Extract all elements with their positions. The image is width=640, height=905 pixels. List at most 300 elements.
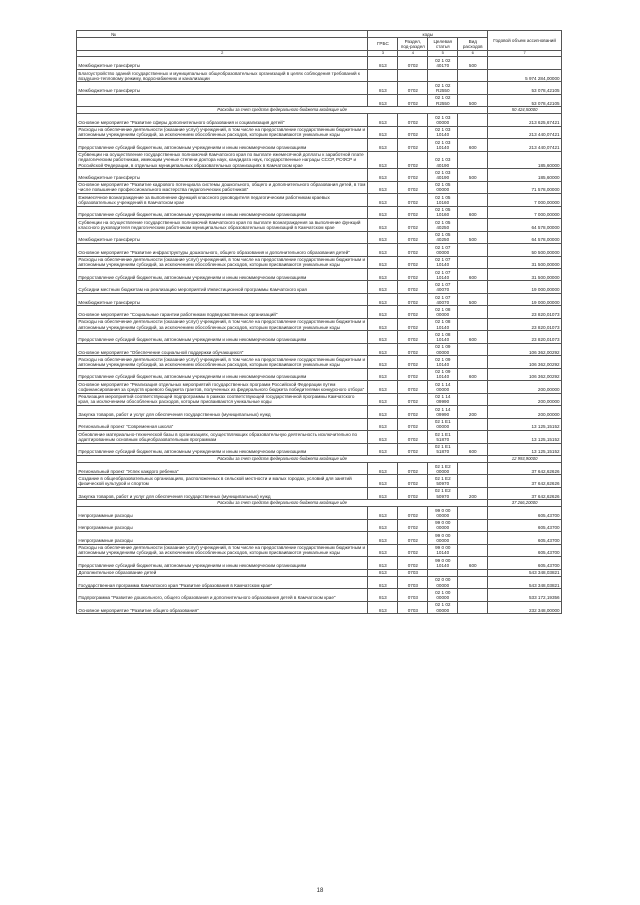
row-sum: 64 578,00000	[488, 231, 562, 243]
row-grbs: 813	[368, 519, 398, 531]
row-grbs	[368, 69, 398, 81]
row-name: Межбюджетные трансферты	[77, 82, 368, 94]
row-rzpr: 0702	[398, 318, 428, 330]
table-row	[77, 151, 562, 169]
header-name	[77, 38, 368, 50]
row-sum: 106 362,00292	[488, 368, 562, 380]
table-row	[77, 507, 562, 519]
row-expense-type	[458, 343, 488, 355]
row-sum: 605,43700	[488, 532, 562, 544]
row-expense-type: 600	[458, 268, 488, 280]
row-rzpr: 0702	[398, 462, 428, 474]
column-number: 7	[488, 50, 562, 57]
row-name: Расходы на обеспечение деятельности (оказание услуг) учреждений, в том числе на предоставление государственным бюджетным и автономным учреждениям субсидий, за исключением обособленных расходов, которым присваиваются уникальные коды	[77, 126, 368, 138]
column-number: 5	[428, 50, 458, 57]
row-name: Основное мероприятие "Социальные гарантии работникам подведомственных организаций"	[77, 306, 368, 318]
row-grbs: 813	[368, 569, 398, 576]
table-row	[77, 331, 562, 343]
table-row	[77, 443, 562, 455]
row-name: Основное мероприятие "Обеспечение социальной поддержки обучающихся"	[77, 343, 368, 355]
row-name: Предоставление субсидий бюджетным, автономным учреждениям и иным некоммерческим организациям	[77, 443, 368, 455]
table-row	[77, 181, 562, 193]
table-row	[77, 219, 562, 231]
table-row	[77, 343, 562, 355]
row-target-article: 02 1 03 40190	[428, 169, 458, 181]
row-grbs: 813	[368, 443, 398, 455]
row-grbs: 813	[368, 139, 398, 151]
row-name: Дополнительное образование детей	[77, 569, 368, 576]
row-expense-type: 500	[458, 57, 488, 69]
row-target-article: 02 1 02 40170	[428, 57, 458, 69]
row-name: Непрограммные расходы	[77, 507, 368, 519]
row-expense-type	[458, 318, 488, 330]
row-grbs: 813	[368, 281, 398, 293]
row-target-article: 02 1 E2 00000	[428, 462, 458, 474]
row-grbs: 813	[368, 219, 398, 231]
row-expense-type: 200	[458, 406, 488, 418]
row-rzpr: 0702	[398, 557, 428, 569]
column-number: 2	[77, 50, 368, 57]
row-expense-type: 600	[458, 443, 488, 455]
row-grbs: 813	[368, 331, 398, 343]
note-text: Расходы за счет средств федерального бюджета входящие иде	[77, 107, 488, 114]
row-name: Предоставление субсидий бюджетным, автономным учреждениям и иным некоммерческим организациям	[77, 206, 368, 218]
row-grbs: 813	[368, 356, 398, 368]
row-rzpr: 0702	[398, 169, 428, 181]
row-sum: 605,43700	[488, 557, 562, 569]
row-target-article: 02 1 07 40070	[428, 281, 458, 293]
row-expense-type	[458, 306, 488, 318]
row-name: Субвенции на осуществление государственных полномочий Камчатского края по выплате ежемесячной доплаты к заработной плате педагогическим работникам, имеющим ученые степени доктора наук, кандидата наук, государственные награды СССР, РСФСР и Российской Федерации, в отдельных муниципальных образовательных организациях в Камчатском крае	[77, 151, 368, 169]
table-row	[77, 356, 562, 368]
row-name: Предоставление субсидий бюджетным, автономным учреждениям и иным некоммерческим организациям	[77, 331, 368, 343]
note-sum: 12 993,90000	[488, 456, 562, 463]
row-name: Расходы на обеспечение деятельности (оказание услуг) учреждений, в том числе на предоставление государственным бюджетным и автономным учреждениям субсидий, за исключением обособленных расходов, которым присваиваются уникальные коды	[77, 544, 368, 556]
row-target-article: 02 1 03 10140	[428, 126, 458, 138]
row-name: Предоставление субсидий бюджетным, автономным учреждениям и иным некоммерческим организациям	[77, 557, 368, 569]
row-expense-type	[458, 576, 488, 588]
row-name: Основное мероприятие "Реализация отдельных мероприятий государственных программ Российской Федерации путем софинансирования за средств краевого бюджета грантов, полученных из федерального бюджета победителями конкурсного отбора"	[77, 381, 368, 393]
table-row	[77, 244, 562, 256]
table-row	[77, 318, 562, 330]
row-rzpr: 0702	[398, 368, 428, 380]
row-target-article: 02 1 03 00000	[428, 114, 458, 126]
row-sum: 7 000,00000	[488, 194, 562, 206]
row-grbs: 813	[368, 601, 398, 613]
row-target-article: 02 1 03 40190	[428, 151, 458, 169]
row-sum: 53 078,42105	[488, 82, 562, 94]
row-sum: 200,00000	[488, 381, 562, 393]
row-name: Непрограммные расходы	[77, 519, 368, 531]
row-name: Межбюджетные трансферты	[77, 293, 368, 305]
row-expense-type	[458, 475, 488, 487]
row-rzpr: 0702	[398, 544, 428, 556]
row-rzpr: 0703	[398, 601, 428, 613]
table-row	[77, 231, 562, 243]
row-expense-type	[458, 381, 488, 393]
row-grbs: 813	[368, 393, 398, 405]
row-name: Закупка товаров, работ и услуг для обеспечения государственных (муниципальных) нужд	[77, 406, 368, 418]
row-sum: 19 000,00000	[488, 293, 562, 305]
row-name: Межбюджетные трансферты	[77, 169, 368, 181]
row-target-article: 02 1 05 10160	[428, 194, 458, 206]
note-text: Расходы за счет средств федерального бюджета входящие иде	[77, 456, 488, 463]
row-grbs: 813	[368, 475, 398, 487]
row-sum: 605,43700	[488, 519, 562, 531]
row-grbs: 813	[368, 381, 398, 393]
table-row	[77, 406, 562, 418]
row-name: Благоустройство зданий государственных и муниципальных общеобразовательных организаций в целях соблюдения требований к воздушно-тепловому режиму, водоснабжению и канализации	[77, 69, 368, 81]
table-row	[77, 519, 562, 531]
row-rzpr: 0702	[398, 244, 428, 256]
row-name: Предоставление субсидий бюджетным, автономным учреждениям и иным некоммерческим организациям	[77, 139, 368, 151]
row-expense-type: 500	[458, 293, 488, 305]
row-target-article: 02 1 02 00000	[428, 601, 458, 613]
header-cs: Целевая статья	[428, 38, 458, 50]
table-row	[77, 256, 562, 268]
row-sum: 200,00000	[488, 393, 562, 405]
table-row	[77, 69, 562, 81]
row-sum: 543 348,03821	[488, 576, 562, 588]
row-sum: 50 500,00000	[488, 244, 562, 256]
row-rzpr: 0702	[398, 57, 428, 69]
table-row	[77, 94, 562, 106]
row-expense-type	[458, 194, 488, 206]
row-grbs: 813	[368, 293, 398, 305]
note-row	[77, 456, 562, 463]
row-grbs: 813	[368, 206, 398, 218]
row-target-article: 02 1 14 00000	[428, 381, 458, 393]
row-sum: 53 078,42105	[488, 94, 562, 106]
row-rzpr: 0702	[398, 268, 428, 280]
row-expense-type	[458, 544, 488, 556]
row-rzpr: 0702	[398, 519, 428, 531]
row-name: Основное мероприятие "Развитие сферы дополнительного образования и социализация детей"	[77, 114, 368, 126]
table-row	[77, 139, 562, 151]
row-expense-type: 600	[458, 368, 488, 380]
row-expense-type	[458, 244, 488, 256]
row-expense-type	[458, 393, 488, 405]
row-target-article: 02 1 05 40250	[428, 219, 458, 231]
row-target-article: 99 0 00 00000	[428, 532, 458, 544]
row-target-article: 99 0 00 10140	[428, 544, 458, 556]
row-name: Реализация мероприятий соответствующей подпрограммы в рамках соответствующей государственной программы Камчатского края, за исключением обособленных расходов, которым присваиваются уникальные коды	[77, 393, 368, 405]
row-name: Непрограммные расходы	[77, 532, 368, 544]
row-sum: 200,00000	[488, 406, 562, 418]
row-sum: 31 500,00000	[488, 256, 562, 268]
row-rzpr: 0702	[398, 219, 428, 231]
row-grbs: 813	[368, 418, 398, 430]
row-grbs: 813	[368, 57, 398, 69]
row-grbs: 813	[368, 181, 398, 193]
row-rzpr: 0702	[398, 114, 428, 126]
row-expense-type	[458, 181, 488, 193]
table-row	[77, 462, 562, 474]
header-num: №	[77, 31, 368, 38]
row-sum	[488, 57, 562, 69]
row-rzpr: 0702	[398, 256, 428, 268]
row-rzpr: 0702	[398, 126, 428, 138]
table-row	[77, 268, 562, 280]
row-expense-type: 500	[458, 231, 488, 243]
row-expense-type	[458, 151, 488, 169]
table-body	[77, 57, 562, 614]
row-expense-type	[458, 256, 488, 268]
table-row	[77, 306, 562, 318]
row-name: Предоставление субсидий бюджетным, автономным учреждениям и иным некоммерческим организациям	[77, 268, 368, 280]
row-target-article: 02 1 02 R2550	[428, 82, 458, 94]
row-target-article: 02 1 08 10140	[428, 331, 458, 343]
table-row	[77, 431, 562, 443]
row-rzpr: 0702	[398, 431, 428, 443]
header-vr: Вид расходов	[458, 38, 488, 50]
row-target-article: 02 1 E1 00000	[428, 418, 458, 430]
note-sum: 37 266,20000	[488, 500, 562, 507]
table-row	[77, 569, 562, 576]
row-grbs: 813	[368, 507, 398, 519]
row-name: Субвенции на осуществление государственных полномочий Камчатского края по выплате вознаграждения за выполнение функций классного руководителя педагогическим работникам муниципальных образовательных организаций в Камчатском крае	[77, 219, 368, 231]
row-grbs: 813	[368, 576, 398, 588]
row-target-article	[428, 569, 458, 576]
row-target-article: 02 1 E1 51870	[428, 431, 458, 443]
row-expense-type	[458, 126, 488, 138]
row-name: Основное мероприятие "Развитие кадрового потенциала системы дошкольного, общего и дополнительного образования детей, в том числе повышение профессионального мастерства педагогических работников"	[77, 181, 368, 193]
row-grbs: 813	[368, 244, 398, 256]
row-sum: 232 348,00000	[488, 601, 562, 613]
row-rzpr: 0703	[398, 569, 428, 576]
table-row	[77, 114, 562, 126]
row-rzpr: 0702	[398, 356, 428, 368]
row-expense-type	[458, 219, 488, 231]
row-rzpr: 0702	[398, 231, 428, 243]
row-name: Расходы на обеспечение деятельности (оказание услуг) учреждений, в том числе на предоставление государственным бюджетным и автономным учреждениям субсидий, за исключением обособленных расходов, которым присваиваются уникальные коды	[77, 256, 368, 268]
table-row	[77, 576, 562, 588]
row-grbs: 813	[368, 82, 398, 94]
table-row	[77, 393, 562, 405]
row-target-article: 02 0 00 00000	[428, 576, 458, 588]
note-text: Расходы за счет средств федерального бюджета входящие иде	[77, 500, 488, 507]
row-sum: 13 125,15152	[488, 443, 562, 455]
header-numbers-row	[77, 50, 562, 57]
row-sum: 213 440,07421	[488, 139, 562, 151]
row-expense-type: 600	[458, 139, 488, 151]
row-sum: 7 000,00000	[488, 206, 562, 218]
row-grbs: 813	[368, 431, 398, 443]
row-grbs: 813	[368, 268, 398, 280]
row-expense-type	[458, 356, 488, 368]
row-grbs: 813	[368, 306, 398, 318]
row-rzpr: 0702	[398, 418, 428, 430]
table-row	[77, 281, 562, 293]
table-row	[77, 557, 562, 569]
table-row	[77, 487, 562, 499]
row-sum: 23 820,01073	[488, 318, 562, 330]
row-target-article: 02 1 09 10140	[428, 368, 458, 380]
table-row	[77, 206, 562, 218]
table-row	[77, 368, 562, 380]
note-row	[77, 500, 562, 507]
row-expense-type	[458, 114, 488, 126]
row-target-article: 02 1 07 40070	[428, 293, 458, 305]
row-sum: 543 348,03821	[488, 569, 562, 576]
column-number: 6	[458, 50, 488, 57]
row-target-article: 02 1 07 10140	[428, 268, 458, 280]
row-grbs: 813	[368, 256, 398, 268]
row-sum: 213 625,67421	[488, 114, 562, 126]
row-target-article: 02 1 E1 51870	[428, 443, 458, 455]
row-expense-type	[458, 462, 488, 474]
row-name: Ежемесячное вознаграждение за выполнение функций классного руководителя педагогическим работникам краевых образовательных учреждений в Камчатском крае	[77, 194, 368, 206]
column-number: 3	[368, 50, 398, 57]
row-target-article: 02 1 14 09990	[428, 393, 458, 405]
table-row	[77, 57, 562, 69]
row-grbs: 813	[368, 487, 398, 499]
row-sum: 19 000,00000	[488, 281, 562, 293]
row-expense-type: 600	[458, 331, 488, 343]
row-rzpr: 0702	[398, 406, 428, 418]
row-rzpr: 0702	[398, 94, 428, 106]
row-rzpr: 0702	[398, 443, 428, 455]
row-name: Предоставление субсидий бюджетным, автономным учреждениям и иным некоммерческим организациям	[77, 368, 368, 380]
row-expense-type	[458, 569, 488, 576]
page-number: 18	[316, 888, 324, 894]
row-name: Подпрограмма "Развитие дошкольного, общего образования и дополнительного образования детей в Камчатском крае"	[77, 589, 368, 601]
row-target-article: 02 1 E2 50970	[428, 475, 458, 487]
row-name: Региональный проект "Современная школа"	[77, 418, 368, 430]
row-sum: 13 125,15152	[488, 431, 562, 443]
row-sum: 13 125,15152	[488, 418, 562, 430]
header-codes: коды	[368, 31, 488, 38]
row-name: Закупка товаров, работ и услуг для обеспечения государственных (муниципальных) нужд	[77, 487, 368, 499]
header-sum: Годовой объем ассигнований	[488, 31, 562, 51]
row-grbs: 813	[368, 114, 398, 126]
row-target-article: 02 1 08 00000	[428, 306, 458, 318]
row-sum: 106 362,00292	[488, 356, 562, 368]
row-sum: 5 974 284,00000	[488, 69, 562, 81]
table-row	[77, 589, 562, 601]
row-target-article: 02 1 07 10140	[428, 256, 458, 268]
row-rzpr: 0702	[398, 206, 428, 218]
row-grbs: 813	[368, 343, 398, 355]
row-expense-type	[458, 532, 488, 544]
row-name: Создание в общеобразовательных организациях, расположенных в сельской местности и малых городах, условий для занятий физической культурой и спортом	[77, 475, 368, 487]
row-sum: 31 500,00000	[488, 268, 562, 280]
row-rzpr	[398, 69, 428, 81]
row-rzpr: 0702	[398, 281, 428, 293]
table-row	[77, 418, 562, 430]
row-sum: 605,43700	[488, 507, 562, 519]
row-grbs: 813	[368, 94, 398, 106]
row-grbs: 813	[368, 544, 398, 556]
row-target-article: 02 1 08 10140	[428, 318, 458, 330]
row-grbs: 813	[368, 589, 398, 601]
row-name: Основное мероприятие "Развитие инфраструктуры дошкольного, общего образования и дополнительного образования детей"	[77, 244, 368, 256]
row-grbs: 813	[368, 126, 398, 138]
row-rzpr: 0702	[398, 381, 428, 393]
row-sum: 605,43700	[488, 544, 562, 556]
row-target-article: 02 1 05 10160	[428, 206, 458, 218]
row-rzpr: 0702	[398, 306, 428, 318]
row-expense-type: 500	[458, 169, 488, 181]
row-grbs: 813	[368, 169, 398, 181]
table-row	[77, 544, 562, 556]
row-target-article: 02 1 02 R2550	[428, 94, 458, 106]
row-target-article: 02 1 05 00000	[428, 181, 458, 193]
row-name: Обновление материально-технической базы в организациях, осуществляющих образовательную деятельность исключительно по адаптированным основным общеобразовательным программам	[77, 431, 368, 443]
row-target-article: 02 1 E2 50970	[428, 487, 458, 499]
row-name	[77, 94, 368, 106]
row-expense-type: 500	[458, 94, 488, 106]
row-expense-type	[458, 69, 488, 81]
row-grbs: 813	[368, 194, 398, 206]
row-name: Межбюджетные трансферты	[77, 57, 368, 69]
row-target-article: 99 0 00 00000	[428, 519, 458, 531]
row-grbs: 813	[368, 557, 398, 569]
row-target-article: 99 0 00 00000	[428, 507, 458, 519]
row-rzpr: 0702	[398, 194, 428, 206]
row-target-article: 02 1 07 00000	[428, 244, 458, 256]
table-row	[77, 194, 562, 206]
row-rzpr: 0702	[398, 139, 428, 151]
row-sum: 37 642,62626	[488, 462, 562, 474]
row-sum: 71 578,00000	[488, 181, 562, 193]
row-target-article: 02 1 00 00000	[428, 589, 458, 601]
row-expense-type	[458, 418, 488, 430]
row-expense-type	[458, 507, 488, 519]
row-grbs: 813	[368, 462, 398, 474]
row-grbs: 813	[368, 532, 398, 544]
row-expense-type	[458, 431, 488, 443]
column-number: 4	[398, 50, 428, 57]
row-grbs: 813	[368, 318, 398, 330]
row-name: Расходы на обеспечение деятельности (оказание услуг) учреждений, в том числе на предоставление государственным бюджетным и автономным учреждениям субсидий, за исключением обособленных расходов, которым присваиваются уникальные коды	[77, 356, 368, 368]
table-row	[77, 475, 562, 487]
row-rzpr: 0702	[398, 475, 428, 487]
row-target-article: 02 1 09 00000	[428, 343, 458, 355]
table-row	[77, 293, 562, 305]
note-row	[77, 107, 562, 114]
row-rzpr: 0702	[398, 331, 428, 343]
row-expense-type	[458, 519, 488, 531]
row-sum: 64 578,00000	[488, 219, 562, 231]
table-row	[77, 532, 562, 544]
row-sum: 23 820,01073	[488, 331, 562, 343]
header-rzpr: Раздел, под-раздел	[398, 38, 428, 50]
table-row	[77, 381, 562, 393]
row-expense-type	[458, 589, 488, 601]
table-row	[77, 601, 562, 613]
table-row	[77, 169, 562, 181]
row-rzpr: 0703	[398, 576, 428, 588]
row-name: Государственная программа Камчатского края "Развитие образования в Камчатском крае"	[77, 576, 368, 588]
row-rzpr: 0702	[398, 151, 428, 169]
header-row-1	[77, 31, 562, 38]
row-rzpr: 0702	[398, 293, 428, 305]
row-sum: 37 642,62626	[488, 475, 562, 487]
row-grbs: 813	[368, 231, 398, 243]
row-target-article: 02 1 09 10140	[428, 356, 458, 368]
row-name: Региональный проект "Успех каждого ребенка"	[77, 462, 368, 474]
row-name: Основное мероприятие "Развитие общего образования"	[77, 601, 368, 613]
row-rzpr: 0702	[398, 343, 428, 355]
row-name: Межбюджетные трансферты	[77, 231, 368, 243]
row-sum: 185,60000	[488, 151, 562, 169]
row-rzpr: 0702	[398, 532, 428, 544]
row-sum: 185,60000	[488, 169, 562, 181]
table-row	[77, 126, 562, 138]
row-sum: 213 440,07421	[488, 126, 562, 138]
row-rzpr: 0702	[398, 393, 428, 405]
